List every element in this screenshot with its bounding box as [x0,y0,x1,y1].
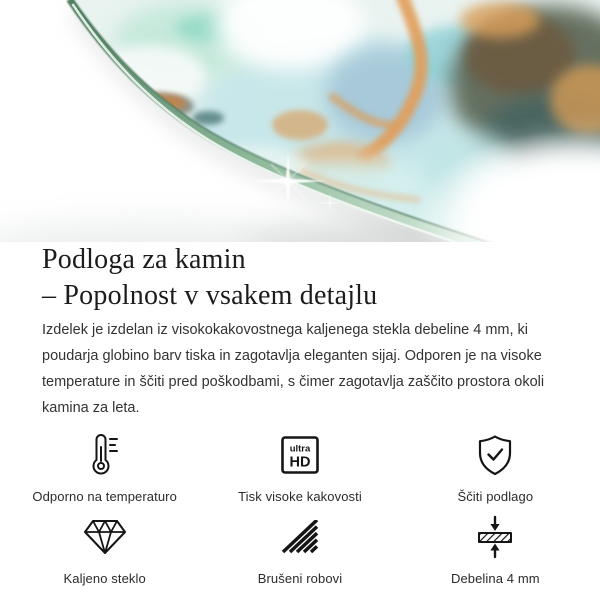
page-title [42,242,560,314]
feature-print-quality [202,432,397,504]
brushed-edges-icon [281,520,319,554]
feature-label: Brušeni robovi [257,571,343,586]
title-line-2: – Popolnost v vsakem detajlu [42,280,378,311]
feature-label: Kaljeno steklo [63,571,146,586]
feature-label: Ščiti podlago [457,489,534,504]
product-image [0,0,600,242]
thickness-icon [477,515,513,559]
feature-label: Tisk visoke kakovosti [238,489,362,504]
feature-protects-surface [398,432,593,504]
glass-pad-photo [0,0,600,242]
diamond-icon [83,519,127,555]
svg-text:HD: HD [289,454,311,471]
shield-check-icon [476,434,514,477]
features-grid [7,432,593,586]
feature-tempered-glass [7,514,202,586]
product-info [0,242,600,586]
title-line-1: Podloga za kamin [42,244,246,275]
thermometer-icon [90,433,120,477]
product-description: Izdelek je izdelan iz visokokakovostnega kaljenega stekla debeline 4 mm, ki poudarja globino barv tiska in zagotavlja eleganten sijaj. Odporen je na visoke temperature in ščiti pred poškodbami, s čimer zagotavlja zaščito prostora okoli kamina za leta. [42,322,545,416]
feature-label: Odporno na temperaturo [32,489,177,504]
feature-temperature-resistant [7,432,202,504]
ultra-hd-icon [281,436,319,474]
feature-thickness [398,514,593,586]
feature-brushed-edges [202,514,397,586]
svg-text:ultra: ultra [289,443,311,455]
feature-label: Debelina 4 mm [450,571,540,586]
